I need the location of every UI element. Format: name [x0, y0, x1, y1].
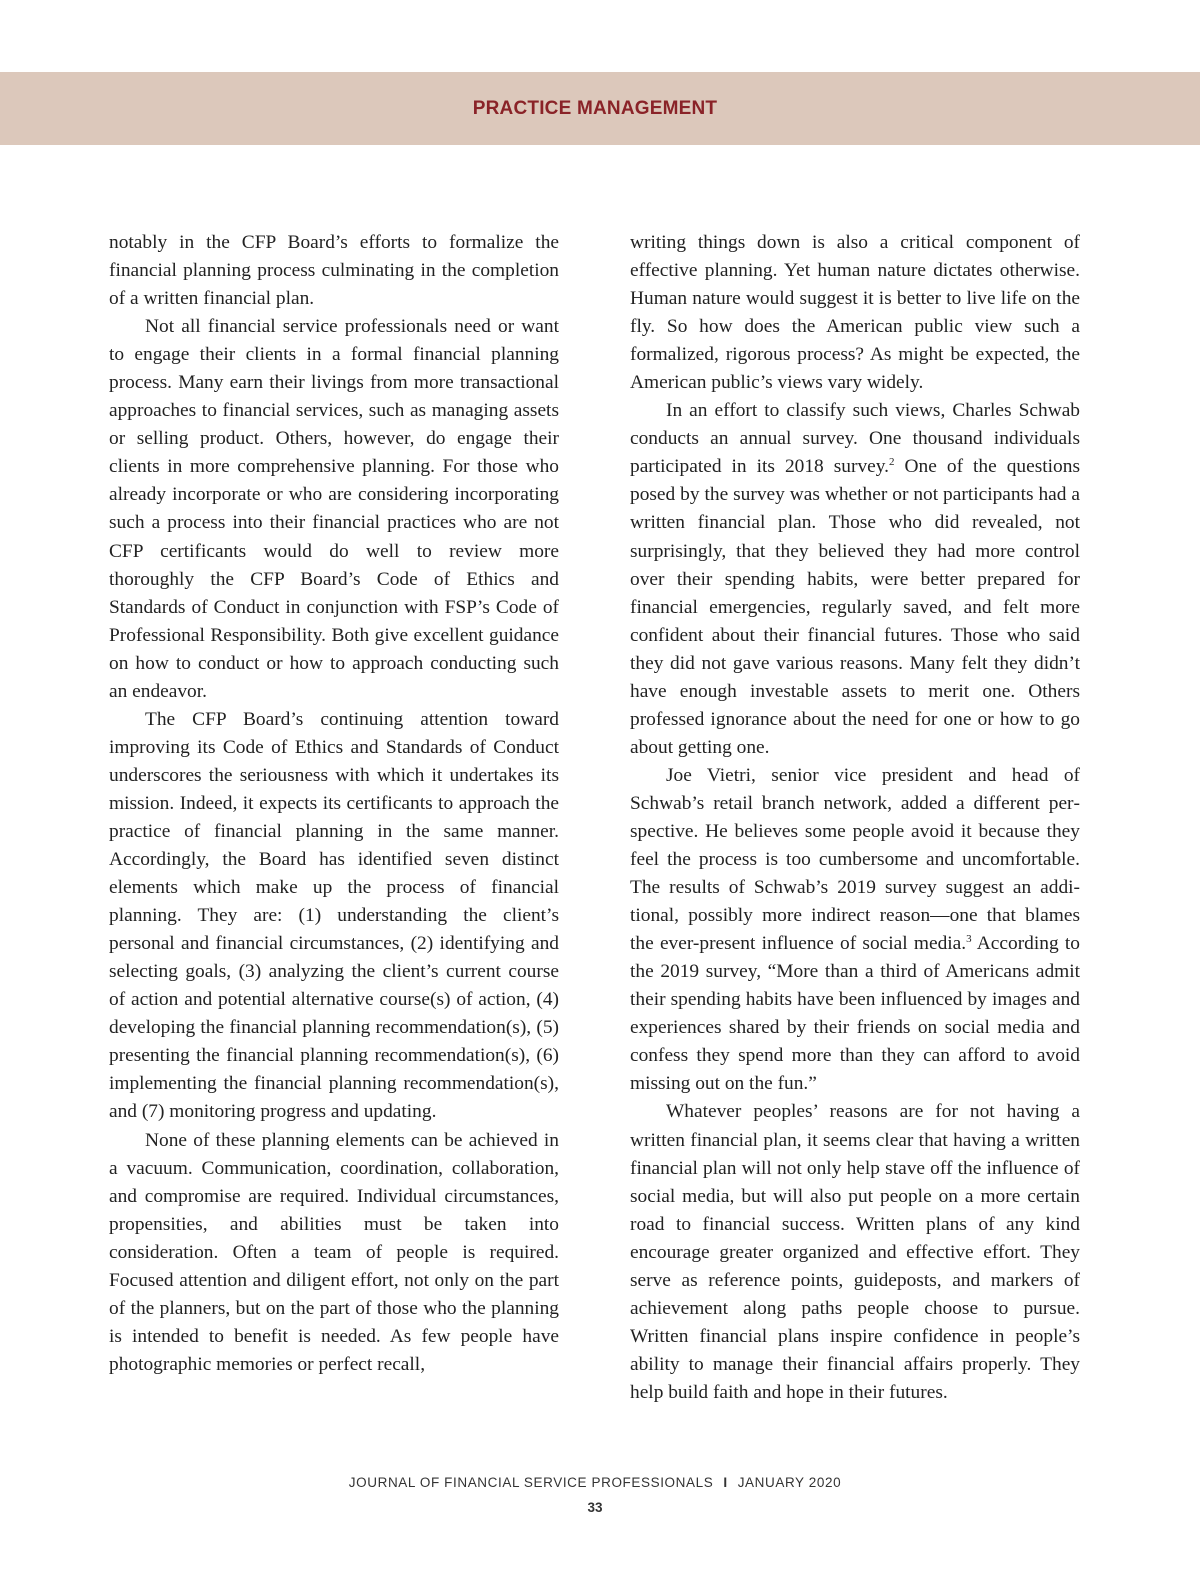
left-paragraph-2: Not all financial service professionals need or want to engage their clients in a formal financial planning process. Many earn their livings from more transactional approaches to financial services, such as managing assets or selling product. Others, however, do engage their clients in more comprehensive planning. For those who already incorporate or who are considering incorporating such a process into their financial practices who are not CFP certificants would do well to review more thoroughly the CFP Board’s Code of Ethics and Standards of Conduct in conjunction with FSP’s Code of Professional Responsibility. Both give excellent guidance on how to conduct or how to approach conducting such an endeavor. — [109, 316, 559, 702]
page-number: 33 — [587, 1500, 603, 1515]
left-paragraph-1: notably in the CFP Board’s efforts to formalize the financial planning process culminating in the completion of a written financial plan. — [109, 232, 559, 310]
section-title: PRACTICE MANAGEMENT — [472, 98, 718, 119]
right-paragraph-4: Whatever peoples’ reasons are for not having a written financial plan, it seems clear that having a written financial plan will not only help stave off the influence of social media, but will also put people on a more certain road to financial success. Written plans of any kind encourage greater organized and effective effort. They serve as reference points, guideposts, and markers of achievement along paths people choose to pursue. Written financial plans inspire confidence in people’s ability to manage their financial affairs properly. They help build faith and hope in their futures. — [630, 1101, 1080, 1403]
right-column — [630, 229, 1080, 1407]
left-column — [109, 229, 559, 1379]
paragraph-text: One of the questions posed by the survey was whether or not participants had a written financial plan. Those who did revealed, not surprisingly, that they believed they had more control over their spending habits, were better prepared for financial emergencies, regularly saved, and felt more confident about their financial futures. Those who said they did not gave various reasons. Many felt they didn’t have enough investable assets to merit one. Others professed ignorance about the need for one or how to go about getting one. — [630, 456, 1080, 758]
right-paragraph-3 — [630, 762, 1080, 1099]
left-paragraph-4: None of these planning elements can be achieved in a vacuum. Communication, coordination, collaboration, and compromise are required. Individual circumstances, propensities, and abilities must be taken into consideration. Often a team of people is required. Focused attention and diligent effort, not only on the part of the planners, but on the part of those who the planning is intended to benefit is needed. As few people have photographic memories or perfect recall, — [109, 1129, 559, 1375]
journal-name: JOURNAL OF FINANCIAL SERVICE PROFESSIONALS — [348, 1475, 714, 1490]
right-paragraph-1: writing things down is also a critical component of effective planning. Yet human nature dictates otherwise. Human nature would suggest it is better to live life on the fly. So how does the American public view such a formalized, rigorous process? As might be expected, the American public’s views vary widely. — [630, 232, 1080, 394]
paragraph-text: In an effort to classify such views, Charles Schwab conducts an annual survey. One thousand individuals participated in its 2018 survey. — [630, 400, 1080, 478]
paragraph-text: Joe Vietri, senior vice president and head of Schwab’s retail branch network, added a different perspective. He believes some people avoid it because they feel the process is too cumbersome and uncomfortable. The results of Schwab’s 2019 survey suggest an additional, possibly more indirect reason—one that blames the ever-present influence of social media. — [630, 764, 1080, 955]
footer-journal-line — [0, 1475, 1190, 1490]
right-paragraph-2 — [630, 397, 1080, 762]
footer-separator: I — [723, 1475, 728, 1490]
issue-date: JANUARY 2020 — [737, 1475, 842, 1490]
footnote-ref-3: 3 — [966, 933, 972, 946]
footnote-ref-2: 2 — [889, 456, 895, 469]
left-paragraph-3: The CFP Board’s continuing attention toward improving its Code of Ethics and Standards of Conduct underscores the seriousness with which it undertakes its mission. Indeed, it expects its certificants to approach the practice of financial planning in the same manner. Accordingly, the Board has identified seven distinct elements which make up the process of financial planning. They are: (1) understanding the client’s personal and financial circumstances, (2) identifying and selecting goals, (3) analyzing the client’s current course of action and potential alternative course(s) of action, (4) developing the financial planning recommendation(s), (5) presenting the financial planning recommendation(s), (6) implementing the financial planning recommendation(s), and (7) monitoring progress and updating. — [109, 708, 559, 1123]
paragraph-text: According to the 2019 survey, “More than a third of Americans admit their spending habits have been influenced by images and experiences shared by their friends on social media and confess they spend more than they can afford to avoid missing out on the fun.” — [630, 933, 1080, 1095]
